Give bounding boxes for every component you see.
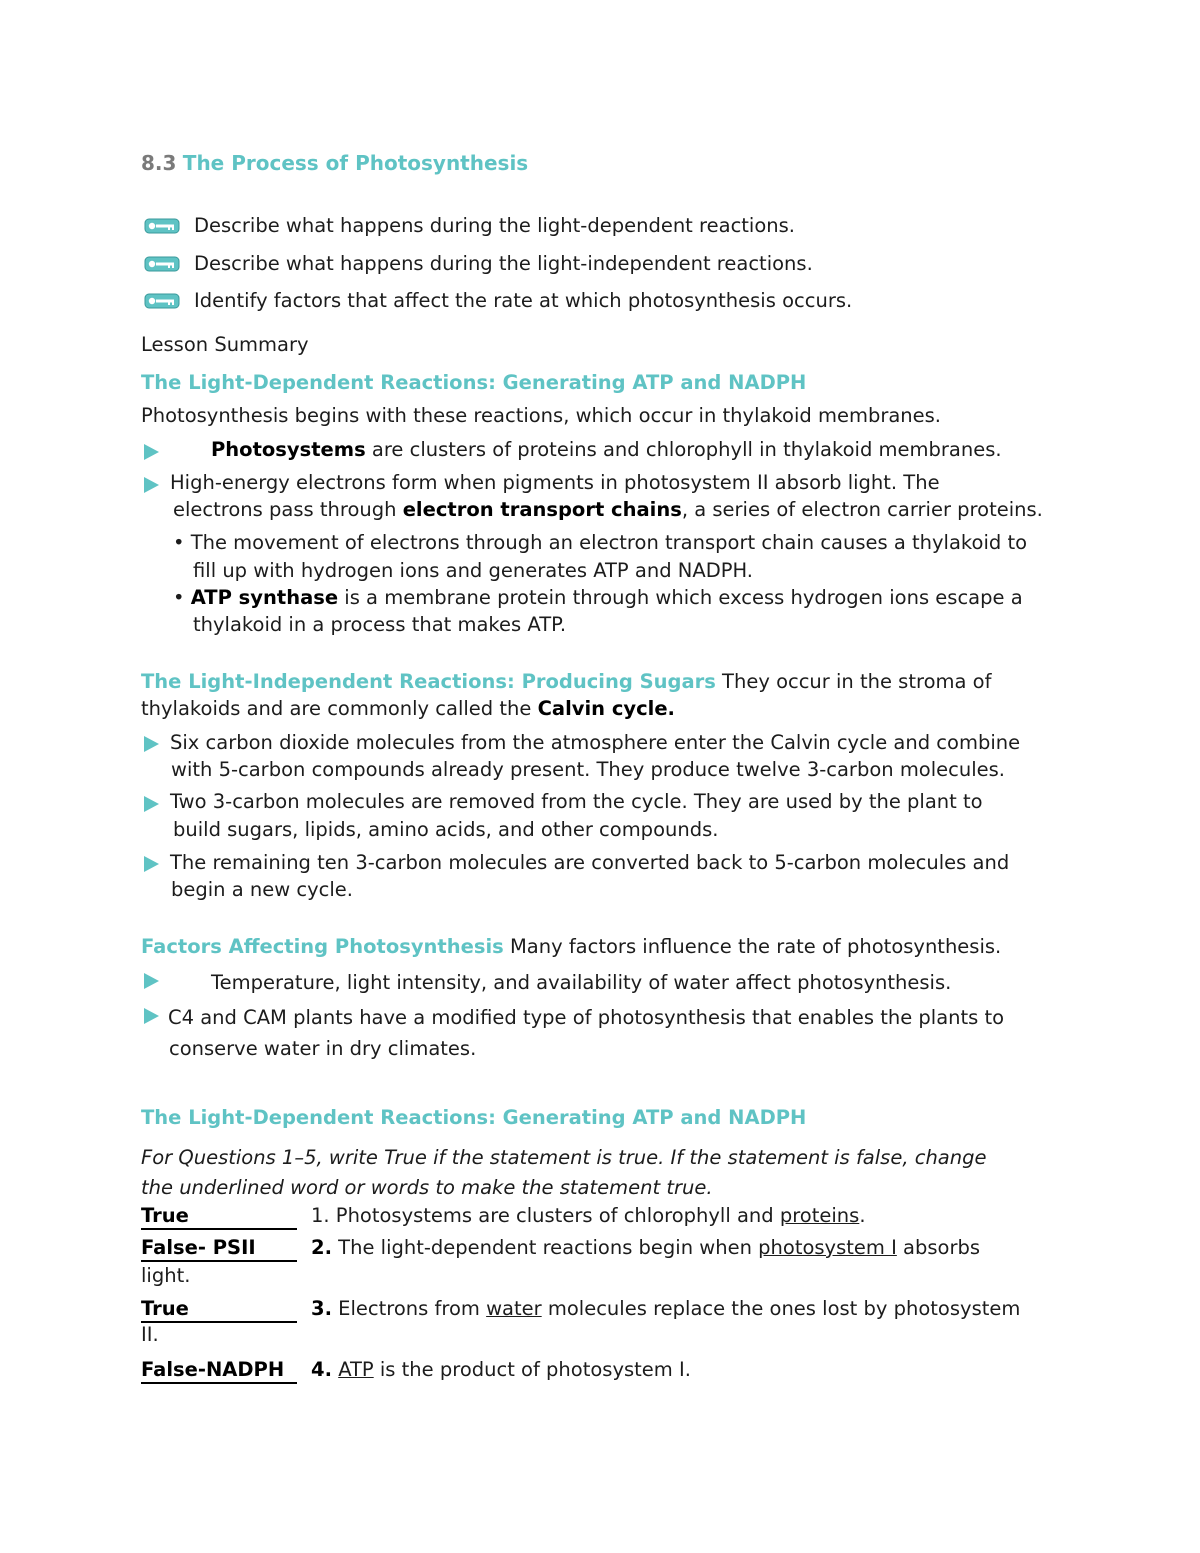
bullet-electrons-line2 [173, 497, 1043, 523]
term-electron-transport-chains: electron transport chains [402, 498, 682, 521]
question-text: The light-dependent reactions begin when [331, 1236, 759, 1259]
answer-blank-3[interactable]: True [141, 1297, 297, 1323]
calvin-bullet-1-line1: Six carbon dioxide molecules from the atmosphere enter the Calvin cycle and combine [170, 731, 1021, 754]
sub-bullet-2-line1 [173, 585, 1023, 611]
question-text: is the product of photosystem I. [373, 1358, 691, 1381]
bullet-arrow-icon [144, 444, 159, 460]
calvin-bullet-3-line2: begin a new cycle. [171, 878, 353, 901]
key-icon [144, 255, 180, 273]
question-2 [311, 1235, 980, 1261]
factors-bullet-1: Temperature, light intensity, and availability of water affect photosynthesis. [211, 971, 952, 994]
answer-blank-1[interactable]: True [141, 1204, 297, 1230]
calvin-bullet-2-line1: Two 3-carbon molecules are removed from the cycle. They are used by the plant to [170, 790, 983, 813]
question-number: 2. [311, 1236, 332, 1259]
questions-instructions-line2: the underlined word or words to make the statement true. [141, 1176, 713, 1199]
lesson-summary-label: Lesson Summary [141, 333, 309, 356]
calvin-bullet-2-line2: build sugars, lipids, amino acids, and other compounds. [173, 818, 719, 841]
bullet-text: is a membrane protein through which excess hydrogen ions escape a [338, 586, 1023, 609]
term-photosystems: Photosystems [211, 438, 366, 461]
underlined-term: ATP [338, 1358, 374, 1381]
calvin-bullet-3-line1: The remaining ten 3-carbon molecules are converted back to 5-carbon molecules and [170, 851, 1010, 874]
bullet-text: electrons pass through [173, 498, 403, 521]
sub-bullet-1-line1: • The movement of electrons through an electron transport chain causes a thylakoid to [173, 531, 1028, 554]
underlined-term: photosystem I [758, 1236, 897, 1259]
answer-blank-2[interactable]: False- PSII [141, 1236, 297, 1262]
underlined-term: proteins [779, 1204, 860, 1227]
bullet-arrow-icon [144, 856, 159, 872]
question-1 [311, 1203, 866, 1229]
paragraph-text: They occur in the stroma of [715, 670, 992, 693]
light-dependent-heading: The Light-Dependent Reactions: Generating ATP and NADPH [141, 371, 807, 394]
factors-bullet-2-line2: conserve water in dry climates. [169, 1037, 477, 1060]
answer-blank-4[interactable]: False-NADPH [141, 1358, 297, 1384]
bullet-text: , a series of electron carrier proteins. [681, 498, 1043, 521]
bullet-arrow-icon [144, 973, 159, 989]
objective-2: Describe what happens during the light-independent reactions. [194, 252, 813, 275]
question-4 [311, 1357, 691, 1383]
question-2-line2: light. [141, 1264, 191, 1287]
question-text: Photosystems are clusters of chlorophyll and [329, 1204, 780, 1227]
page-title [141, 150, 528, 176]
question-text: . [859, 1204, 866, 1227]
light-independent-line1 [141, 669, 991, 695]
light-dependent-intro: Photosynthesis begins with these reactions, which occur in thylakoid membranes. [141, 404, 942, 427]
factors-line [141, 934, 1001, 960]
questions-instructions-line1: For Questions 1–5, write True if the statement is true. If the statement is false, change [141, 1146, 987, 1169]
bullet-arrow-icon [144, 736, 159, 752]
paragraph-text: Many factors influence the rate of photosynthesis. [503, 935, 1002, 958]
bullet-arrow-icon [144, 1008, 159, 1024]
paragraph-text: thylakoids and are commonly called the [141, 697, 538, 720]
question-number: 1. [311, 1204, 330, 1227]
bullet-arrow-icon [144, 477, 159, 493]
key-icon [144, 292, 180, 310]
underlined-term: water [486, 1297, 542, 1320]
objective-3: Identify factors that affect the rate at which photosynthesis occurs. [194, 289, 853, 312]
factors-bullet-2-line1: C4 and CAM plants have a modified type of photosynthesis that enables the plants to [168, 1006, 1005, 1029]
calvin-bullet-1-line2: with 5-carbon compounds already present. They produce twelve 3-carbon molecules. [171, 758, 1006, 781]
question-text: Electrons from [331, 1297, 487, 1320]
question-3-line2: II. [141, 1323, 159, 1346]
section-title: The Process of Photosynthesis [182, 151, 529, 175]
bullet-text: are clusters of proteins and chlorophyll in thylakoid membranes. [365, 438, 1002, 461]
sub-bullet-1-line2: fill up with hydrogen ions and generates ATP and NADPH. [193, 559, 753, 582]
sub-bullet-2-line2: thylakoid in a process that makes ATP. [193, 613, 567, 636]
question-text: molecules replace the ones lost by photosystem [541, 1297, 1021, 1320]
questions-heading: The Light-Dependent Reactions: Generating ATP and NADPH [141, 1106, 807, 1129]
question-3 [311, 1296, 1020, 1322]
question-number: 4. [311, 1358, 332, 1381]
question-number: 3. [311, 1297, 332, 1320]
bullet-photosystems [211, 437, 1002, 463]
sub-bullet-dot: • [173, 586, 185, 609]
section-number: 8.3 [141, 151, 177, 175]
term-calvin-cycle: Calvin cycle. [537, 697, 675, 720]
bullet-electrons-line1: High-energy electrons form when pigments in photosystem II absorb light. The [170, 471, 940, 494]
key-icon [144, 217, 180, 235]
objective-1: Describe what happens during the light-dependent reactions. [194, 214, 795, 237]
light-independent-line2 [141, 696, 675, 722]
term-atp-synthase: ATP synthase [190, 586, 339, 609]
bullet-arrow-icon [144, 796, 159, 812]
factors-heading: Factors Affecting Photosynthesis [141, 935, 504, 958]
light-independent-heading: The Light-Independent Reactions: Producing Sugars [141, 670, 716, 693]
question-text: absorbs [896, 1236, 981, 1259]
